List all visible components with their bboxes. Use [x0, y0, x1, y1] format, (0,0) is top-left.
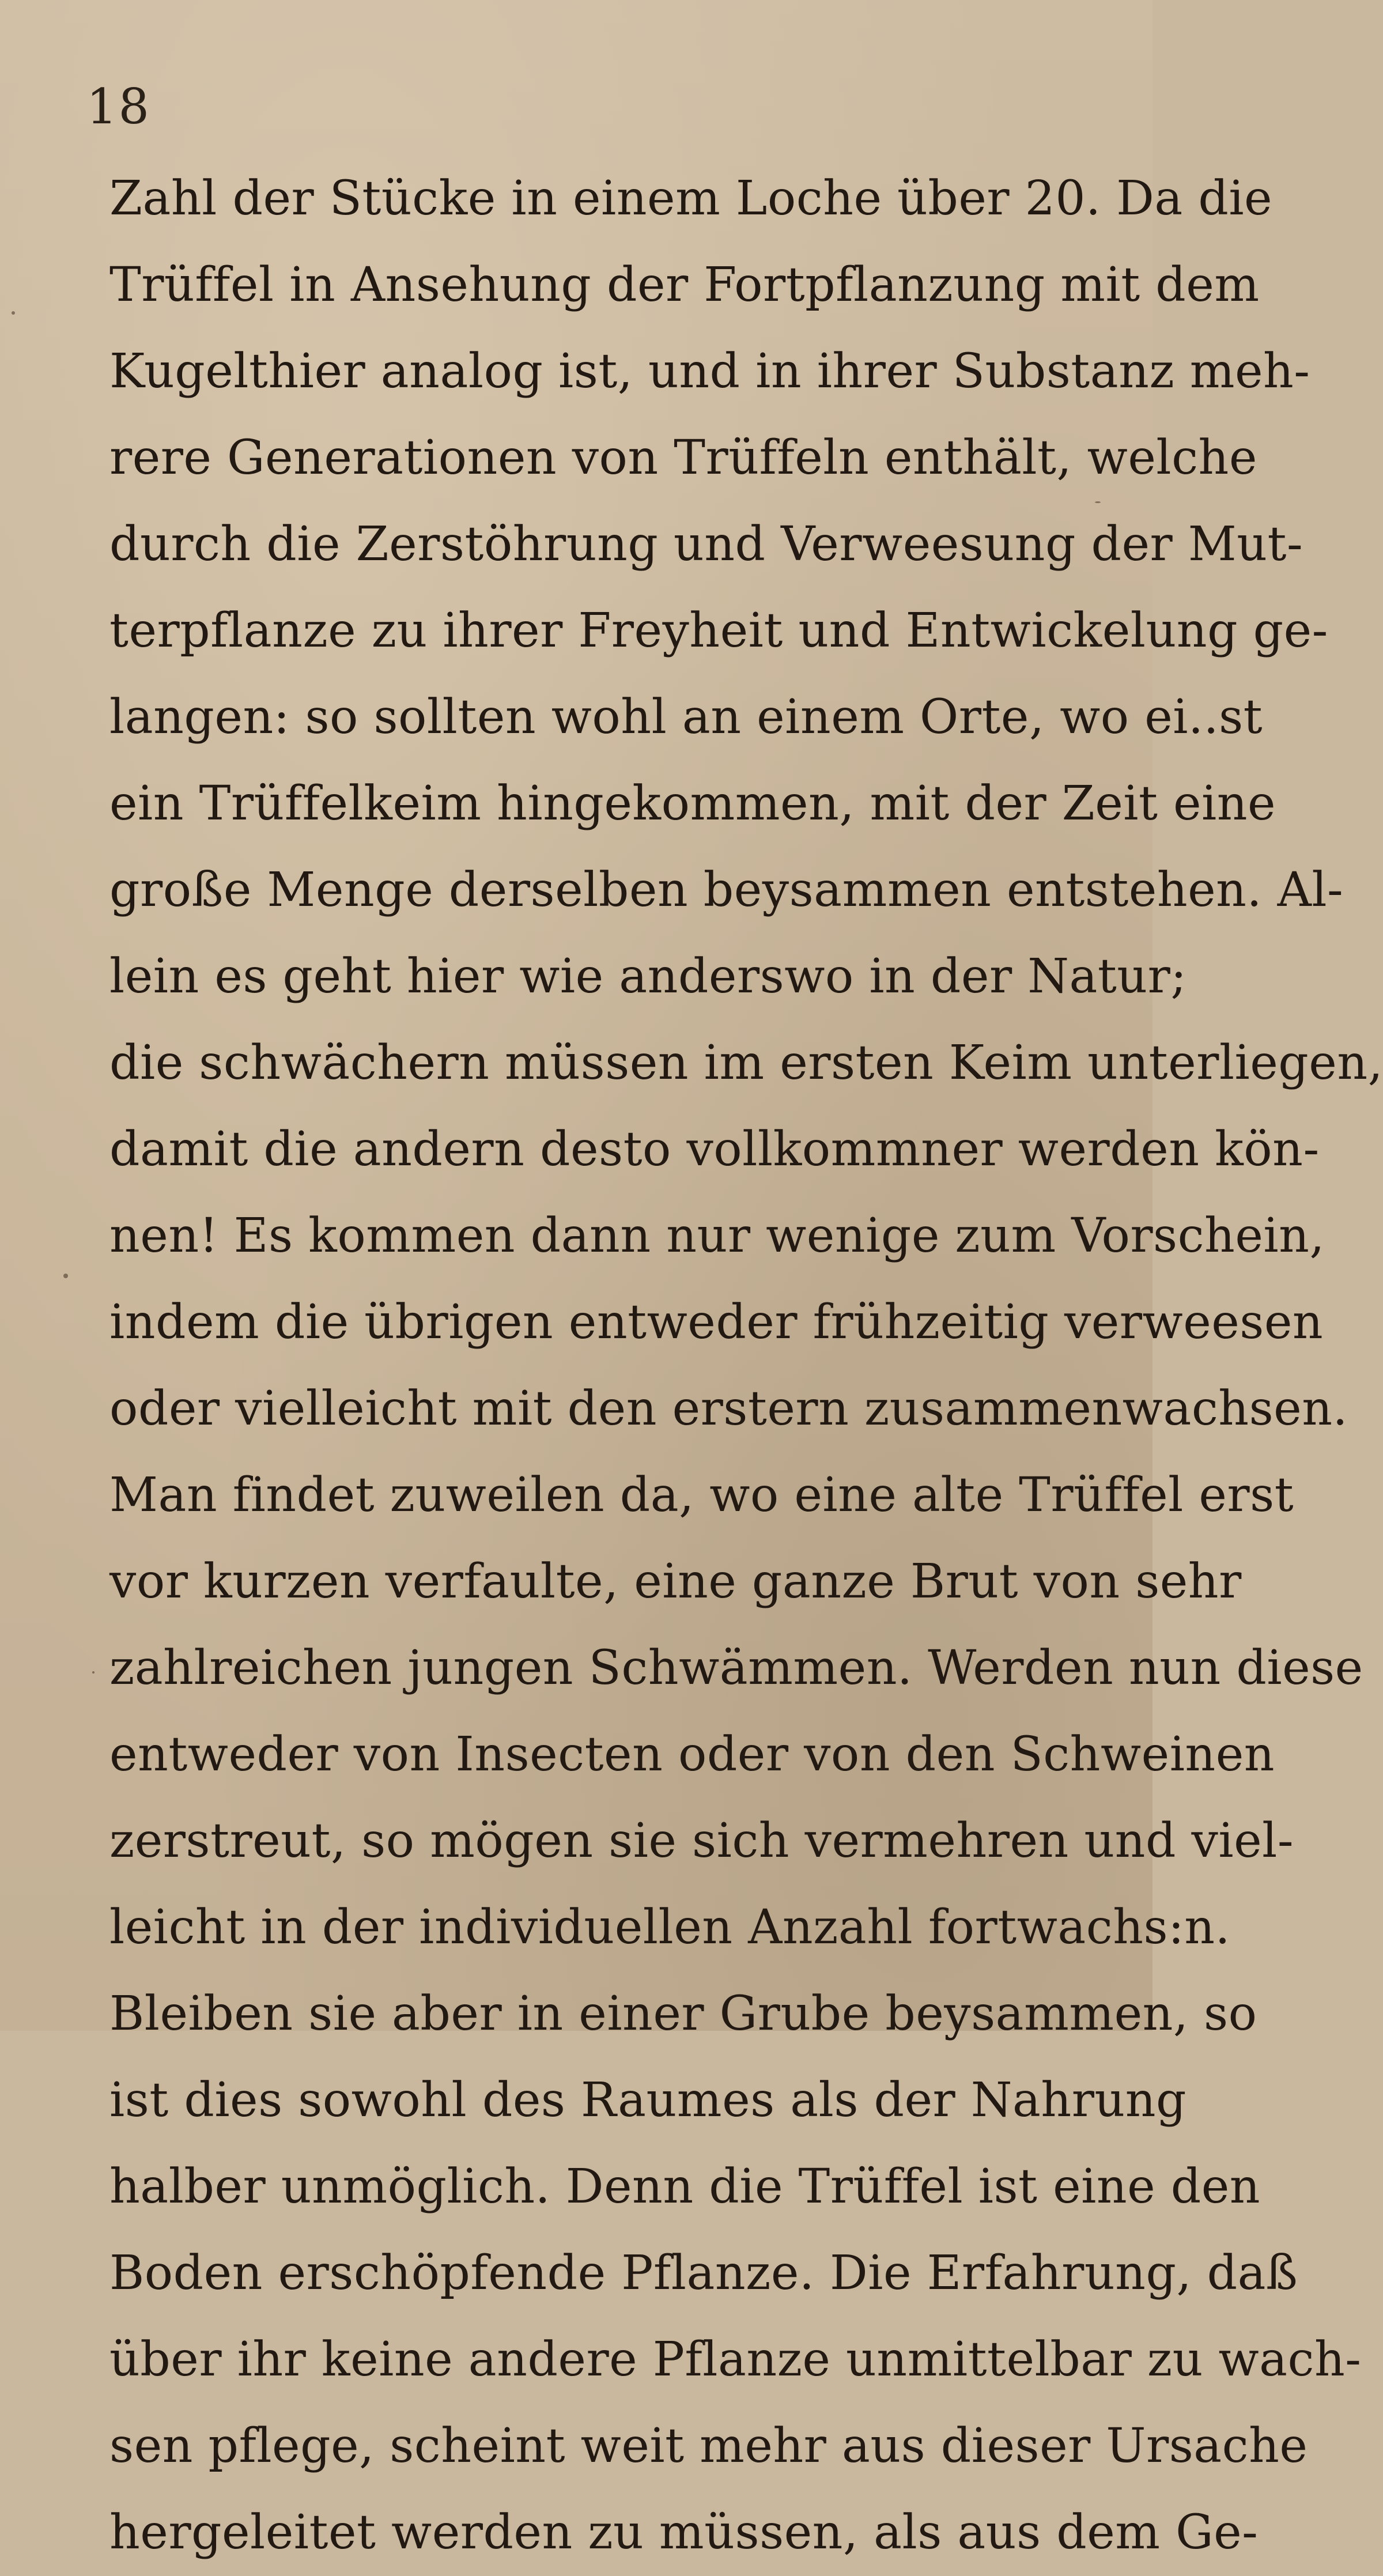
text-line: ist dies sowohl des Raumes als der Nahrung	[109, 2073, 1187, 2128]
text-line: zerstreut, so mögen sie sich vermehren und viel-	[109, 1814, 1294, 1868]
text-line: rere Generationen von Trüffeln enthält, welche	[109, 430, 1257, 485]
text-line: langen: so sollten wohl an einem Orte, wo ei..st	[109, 690, 1263, 745]
text-line: Trüffel in Ansehung der Fortpflanzung mit dem	[109, 258, 1260, 312]
text-line: indem die übrigen entweder frühzeitig verweesen	[109, 1295, 1324, 1350]
text-line: sen pflege, scheint weit mehr aus dieser Ursache	[109, 2419, 1308, 2473]
text-line: halber unmöglich. Denn die Trüffel ist eine den	[109, 2159, 1261, 2214]
body-text	[109, 156, 1383, 2576]
text-line: nen! Es kommen dann nur wenige zum Vorschein,	[109, 1208, 1325, 1263]
text-line: Bleiben sie aber in einer Grube beysammen, so	[109, 1986, 1257, 2041]
paper-speck	[1095, 501, 1101, 503]
text-line: entweder von Insecten oder von den Schweinen	[109, 1727, 1275, 1782]
text-line: zahlreichen jungen Schwämmen. Werden nun diese	[109, 1641, 1363, 1695]
page-number: 18	[86, 78, 150, 135]
text-line: durch die Zerstöhrung und Verweesung der Mut-	[109, 517, 1303, 572]
paper-speck	[92, 1671, 95, 1674]
text-line: leicht in der individuellen Anzahl fortwachs:n.	[109, 1900, 1231, 1955]
text-line: ein Trüffelkeim hingekommen, mit der Zeit eine	[109, 776, 1276, 831]
text-line: terpflanze zu ihrer Freyheit und Entwickelung ge-	[109, 603, 1328, 658]
text-line: über ihr keine andere Pflanze unmittelbar zu wach-	[109, 2332, 1362, 2387]
text-line: damit die andern desto vollkommner werden kön-	[109, 1122, 1320, 1177]
paper-speck	[63, 1274, 68, 1278]
text-line: Kugelthier analog ist, und in ihrer Substanz meh-	[109, 344, 1310, 399]
text-line: oder vielleicht mit den erstern zusammenwachsen.	[109, 1381, 1348, 1436]
text-line: die schwächern müssen im ersten Keim unterliegen,	[109, 1036, 1383, 1090]
text-line: Man findet zuweilen da, wo eine alte Trüffel erst	[109, 1468, 1294, 1523]
text-line: große Menge derselben beysammen entstehen. Al-	[109, 863, 1344, 917]
paper-speck	[12, 311, 15, 315]
text-line: Boden erschöpfende Pflanze. Die Erfahrung, daß	[109, 2246, 1298, 2301]
text-line: hergeleitet werden zu müssen, als aus dem Ge-	[109, 2505, 1259, 2560]
text-line: Zahl der Stücke in einem Loche über 20. Da die	[109, 171, 1273, 226]
text-line: vor kurzen verfaulte, eine ganze Brut von sehr	[109, 1554, 1242, 1609]
text-line: lein es geht hier wie anderswo in der Natur;	[109, 949, 1187, 1004]
